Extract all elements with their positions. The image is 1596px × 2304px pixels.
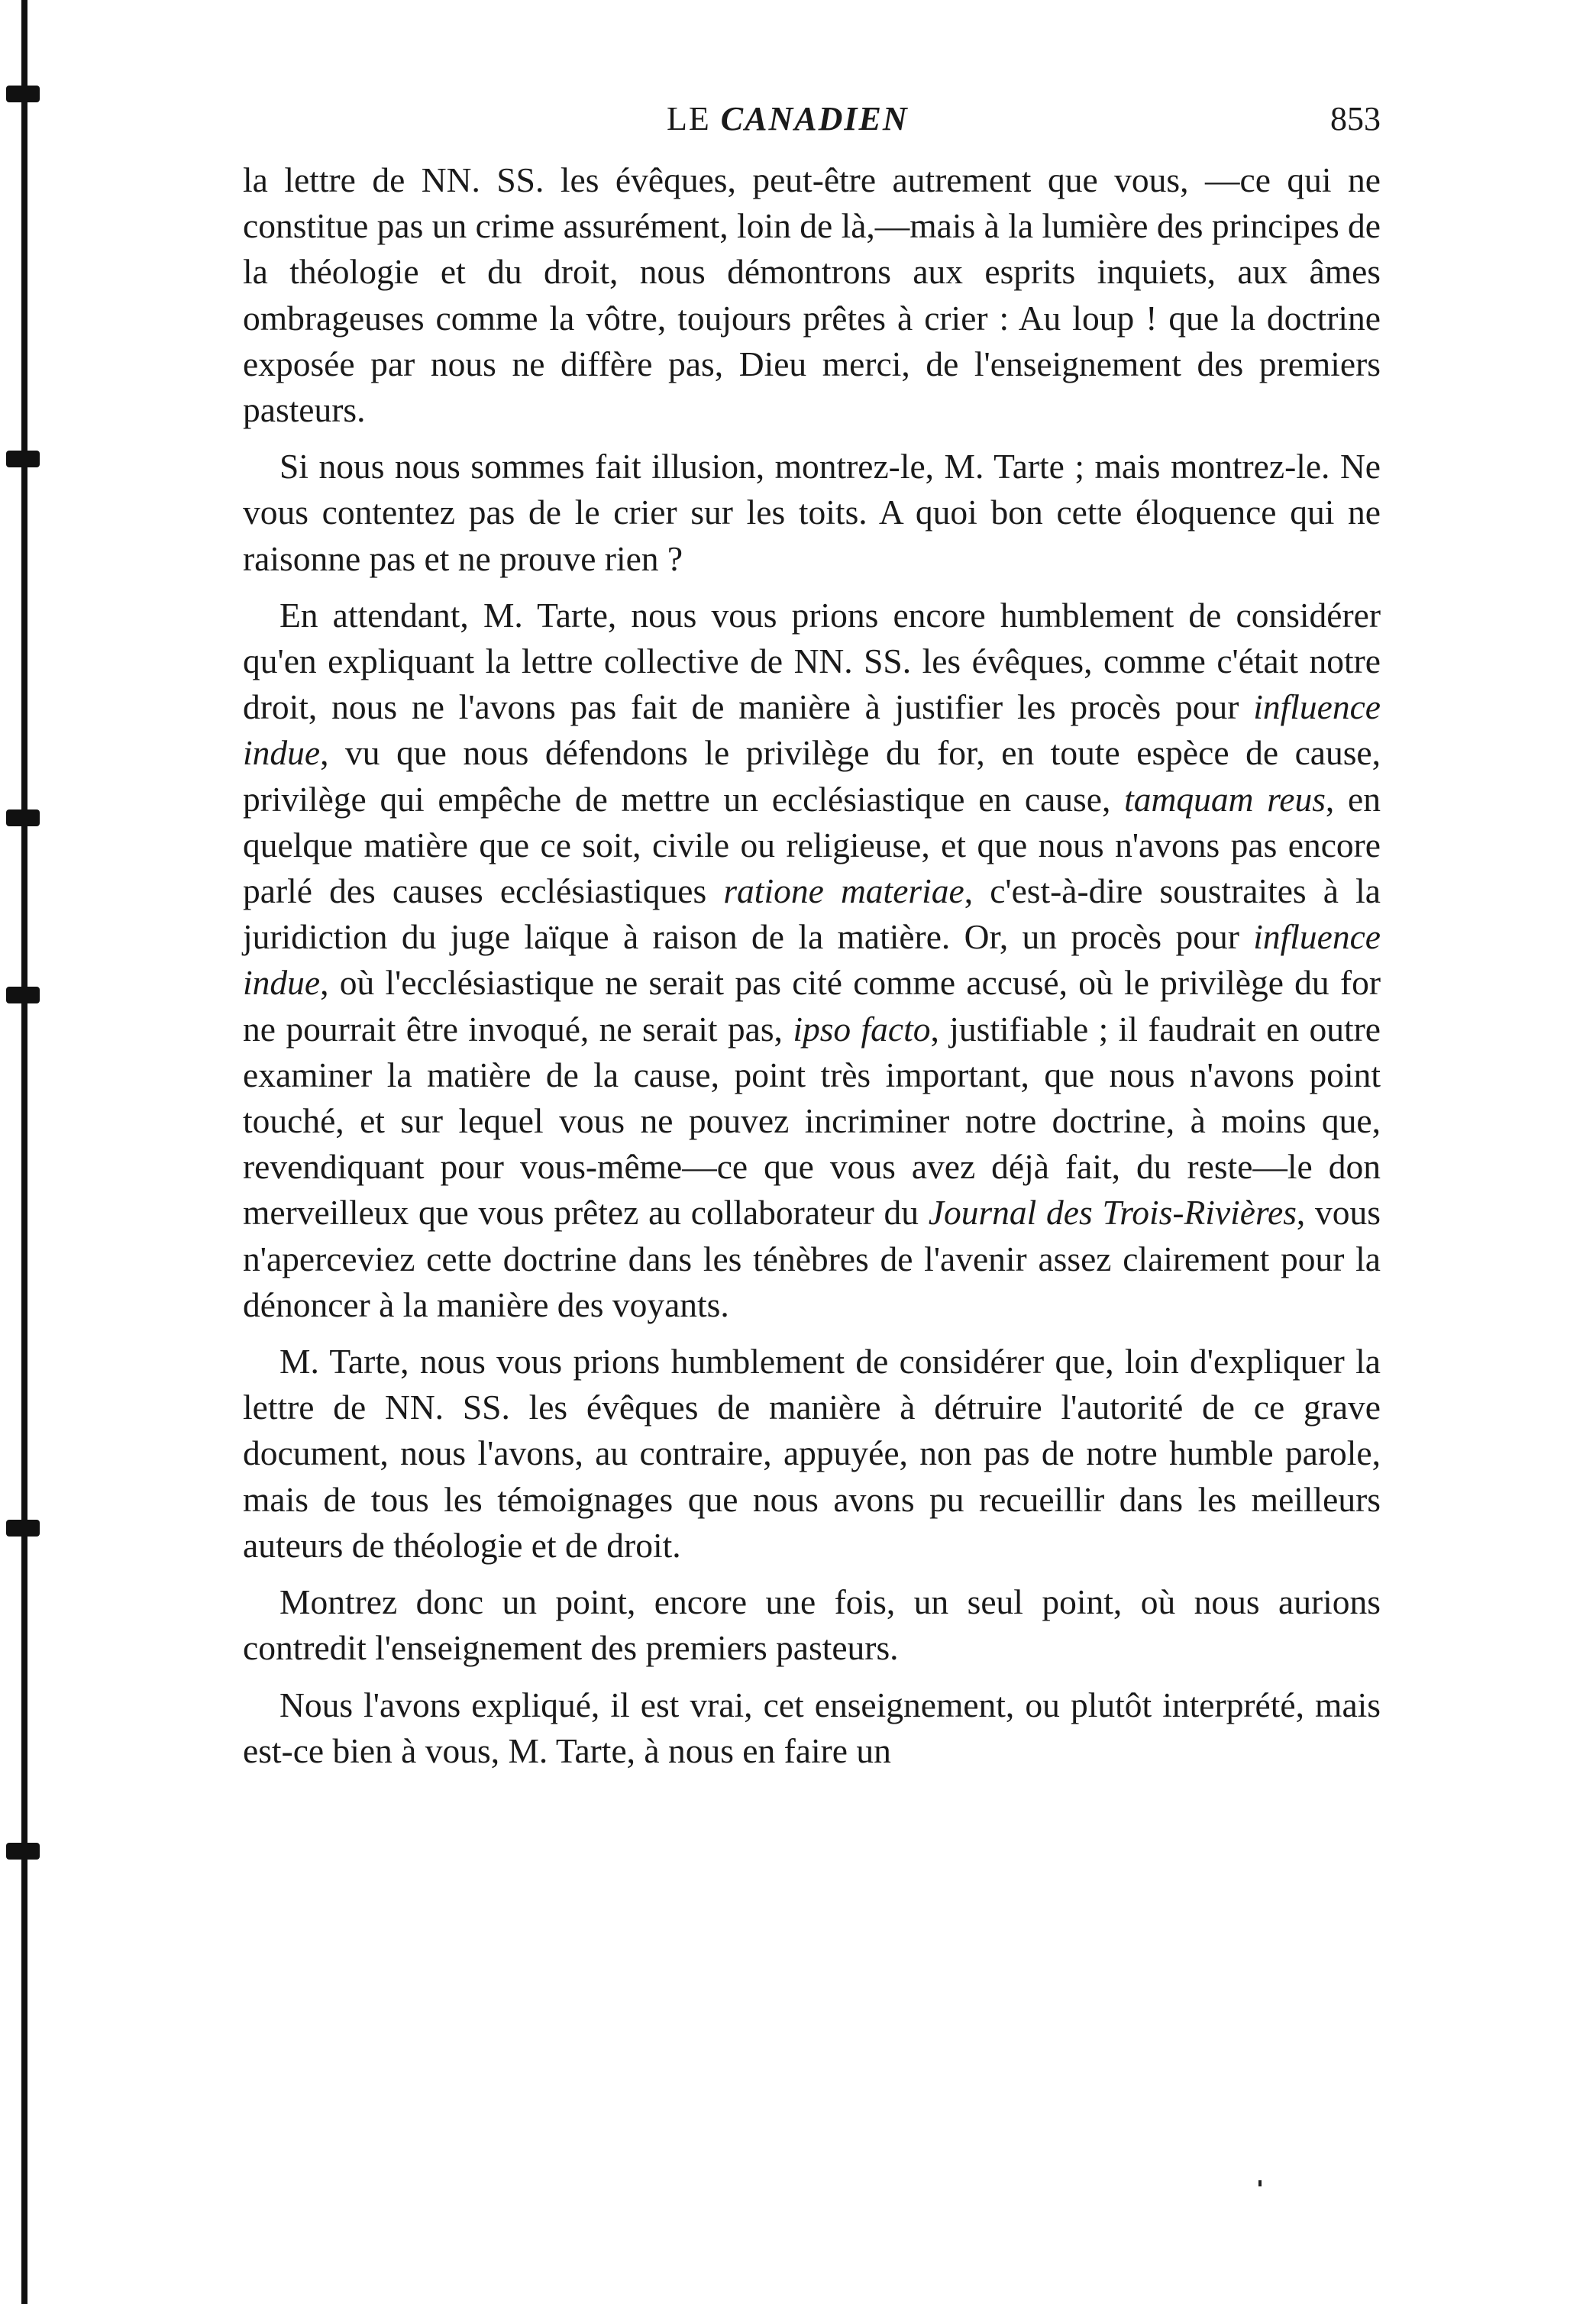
text-segment: la lettre de NN. SS. les évêques, peut-être autrement que vous, —ce qui ne constitue pas un crime assurément, loin de là,—mais à la lumière des principes de la théologie et du droit, nous démontrons aux esprits inquiets, aux âmes ombrageuses comme la vôtre, toujours prêtes à crier : Au loup ! que la doctrine exposée par nous ne diffère pas, Dieu merci, de l'enseignement des premiers pasteurs. — [243, 160, 1381, 430]
text-segment: , vous n'aperceviez cette doctrine dans les ténèbres de l'avenir assez clairement pour la dénoncer à la manière des voyants. — [243, 1193, 1381, 1324]
print-speck — [1258, 2180, 1262, 2186]
italic-term: ipso facto — [793, 1009, 931, 1049]
running-title-prefix: LE — [667, 100, 721, 137]
binding-mark — [6, 809, 40, 826]
binding-mark — [6, 451, 40, 467]
binding-mark — [6, 1520, 40, 1537]
book-page — [243, 92, 1381, 1785]
running-header — [243, 92, 1381, 157]
binding-mark — [6, 86, 40, 102]
paragraph — [243, 444, 1381, 582]
text-segment: , vu que nous défendons le privilège du for, en toute espèce de cause, privilège qui empêche de mettre un ecclésiastique en cause, — [243, 733, 1381, 819]
binding-mark — [6, 987, 40, 1003]
text-segment: , en quelque matière que ce soit, civile ou religieuse, et que nous n'avons pas encore parlé des causes ecclésiastiques — [243, 779, 1381, 911]
text-segment: , c'est-à-dire soustraites à la juridiction du juge laïque à raison de la matière. Or, un procès pour — [243, 871, 1381, 957]
paragraph — [243, 1579, 1381, 1671]
text-segment: , justifiable ; il faudrait en outre examiner la matière de la cause, point très important, que nous n'avons point touché, et sur lequel vous ne pouvez incriminer notre doctrine, à moins que, revendiquant pour vous-même—ce que vous avez déjà fait, du reste—le don merveilleux que vous prêtez au collaborateur du — [243, 1009, 1381, 1233]
binding-edge — [21, 0, 27, 2304]
text-segment: Nous l'avons expliqué, il est vrai, cet enseignement, ou plutôt interprété, mais est-ce bien à vous, M. Tarte, à nous en faire un — [243, 1685, 1381, 1770]
italic-term: tamquam reus — [1124, 779, 1326, 819]
paragraph — [243, 1682, 1381, 1774]
text-segment: , où l'ecclésiastique ne serait pas cité comme accusé, où le privilège du for ne pourrait être invoqué, ne serait pas, — [243, 963, 1381, 1049]
italic-term: influence indue — [243, 917, 1381, 1003]
paragraph — [243, 593, 1381, 1328]
paragraph — [243, 157, 1381, 433]
text-segment: Si nous nous sommes fait illusion, montrez-le, M. Tarte ; mais montrez-le. Ne vous contentez pas de le crier sur les toits. A quoi bon cette éloquence qui ne raisonne pas et ne prouve rien ? — [243, 447, 1381, 578]
italic-term: Journal des Trois-Rivières — [928, 1193, 1297, 1233]
running-title-italic: CANADIEN — [720, 100, 909, 137]
italic-term: ratione materiae — [723, 871, 964, 911]
text-segment: En attendant, M. Tarte, nous vous prions encore humblement de considérer qu'en expliquant la lettre collective de NN. SS. les évêques, comme c'était notre droit, nous ne l'avons pas fait de manière à justifier les procès pour — [243, 595, 1381, 727]
binding-mark — [6, 1843, 40, 1860]
text-segment: M. Tarte, nous vous prions humblement de considérer que, loin d'expliquer la lettre de NN. SS. les évêques de manière à détruire l'autorité de ce grave document, nous l'avons, au contraire, appuyée, non pas de notre humble parole, mais de tous les témoignages que nous avons pu recueillir dans les meilleurs auteurs de théologie et de droit. — [243, 1342, 1381, 1565]
paragraph — [243, 1339, 1381, 1569]
running-title — [667, 99, 909, 138]
italic-term: influence indue — [243, 687, 1381, 773]
body-text — [243, 157, 1381, 1774]
page-number: 853 — [1330, 100, 1381, 137]
text-segment: Montrez donc un point, encore une fois, un seul point, où nous aurions contredit l'enseignement des premiers pasteurs. — [243, 1582, 1381, 1668]
